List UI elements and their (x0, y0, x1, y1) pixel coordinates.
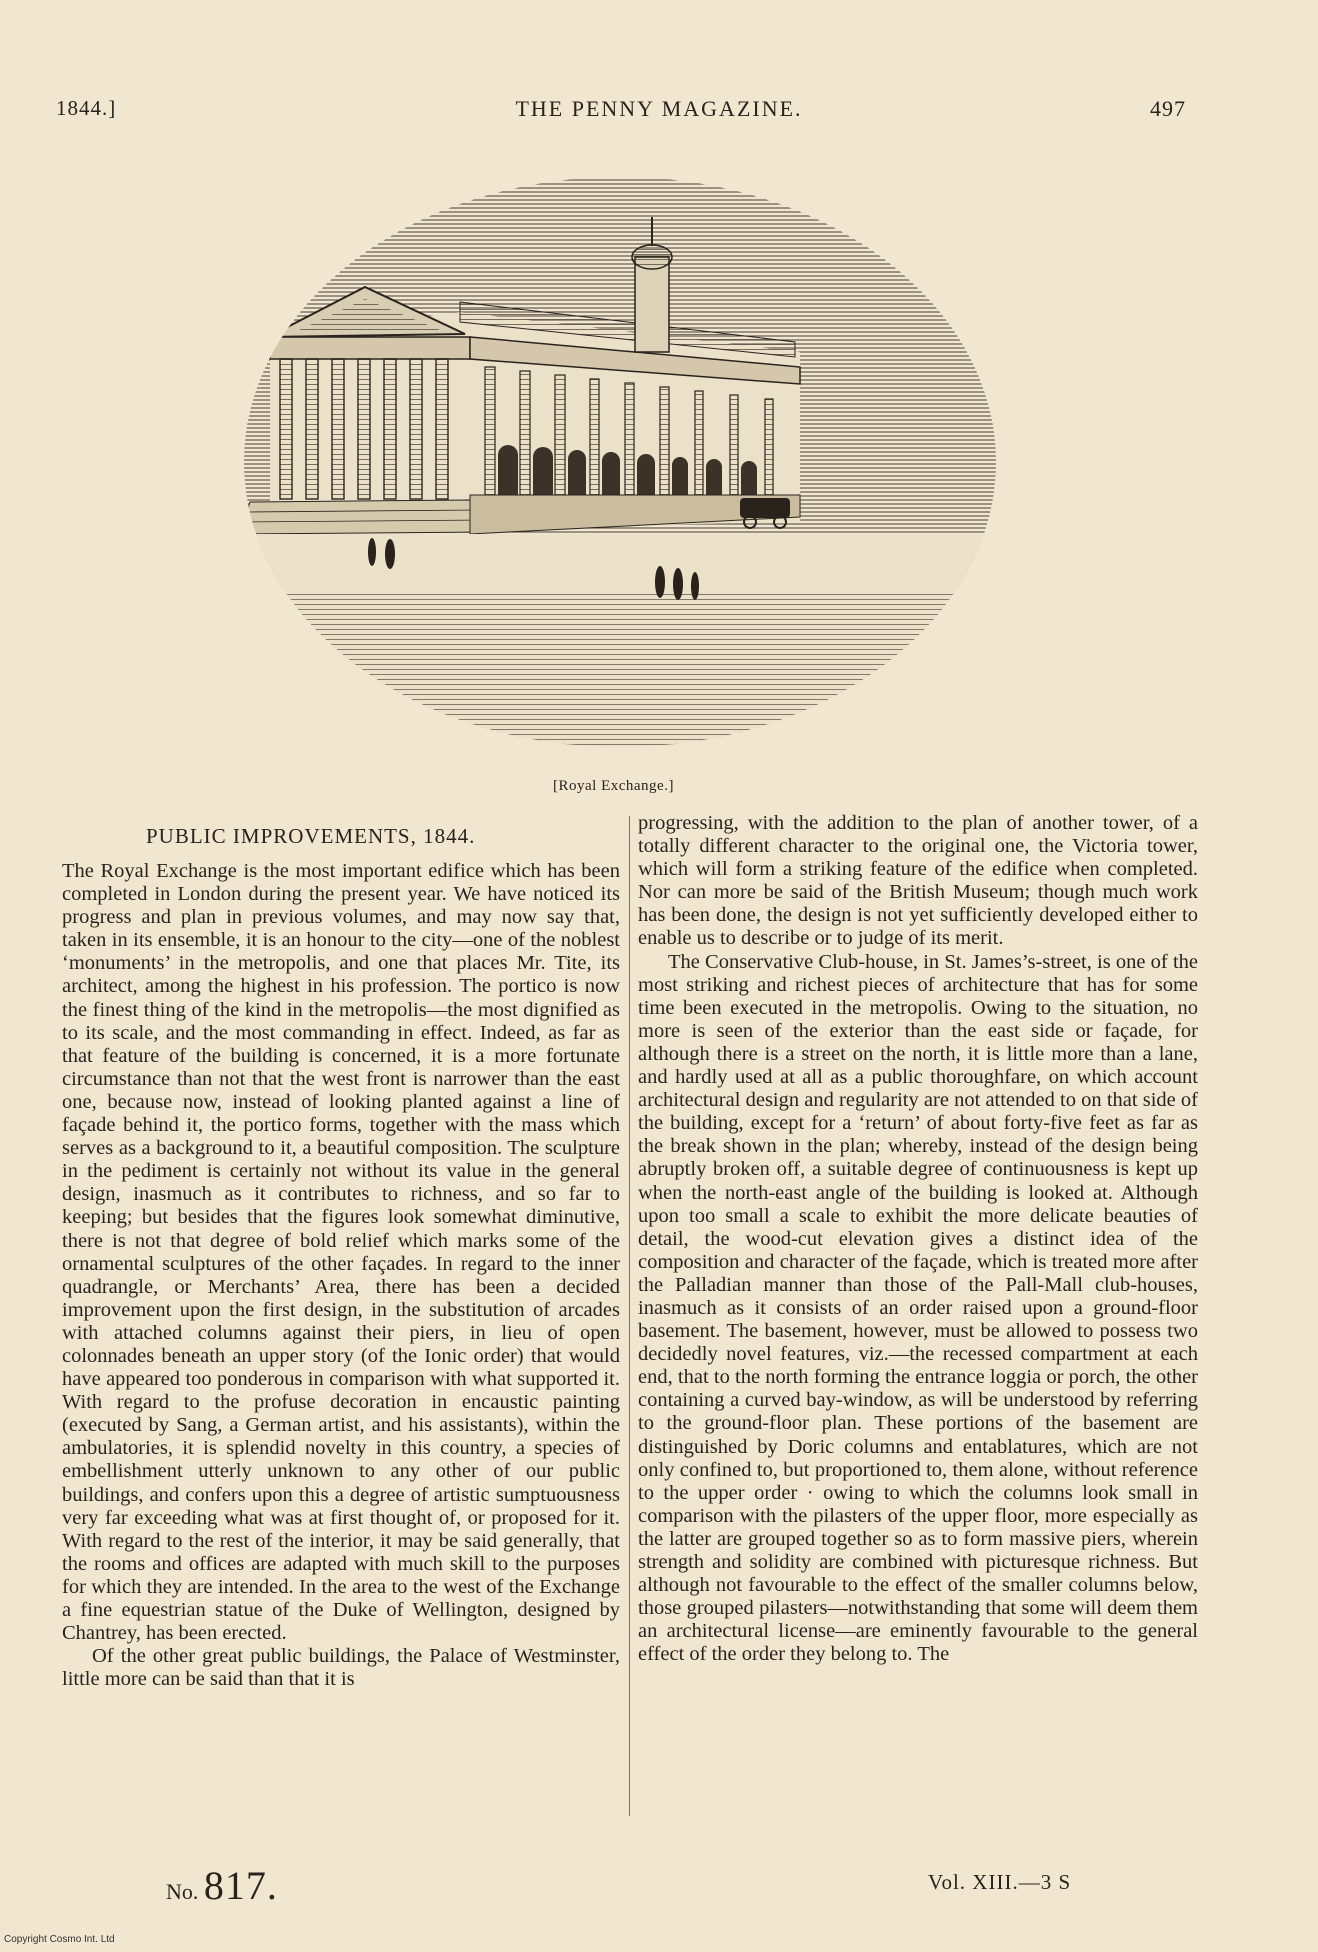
right-column (638, 812, 1198, 1666)
volume-signature: Vol. XIII.—3 S (928, 1870, 1072, 1894)
paragraph: Of the other great public buildings, the Palace of Westminster, little more can be said than that it is (62, 1645, 620, 1691)
header-page-number: 497 (1150, 96, 1186, 121)
paragraph: The Royal Exchange is the most important edifice which has been completed in London during the present year. We have noticed its progress and plan in previous volumes, and may now say that, taken in its ensemble, it is an honour to the city—one of the noblest ‘monuments’ in the metropolis, and one that places Mr. Tite, its architect, among the highest in his profession. The portico is now the finest thing of the kind in the metropolis—the most dignified as to its scale, and the most commanding in effect. Indeed, as far as that feature of the building is concerned, it is a more fortunate circumstance than not that the west front is narrower than the east one, because now, instead of looking planted against a line of façade behind it, the portico forms, together with the mass which serves as a background to it, a beautiful composition. The sculpture in the pediment is certainly not without its value in the general design, inasmuch as it contributes to richness, and so far to keeping; but besides that the figures look somewhat diminutive, there is not that degree of bold relief which marks some of the ornamental sculptures of the other façades. In regard to the inner quadrangle, or Merchants’ Area, there has been a decided improvement upon the first design, in the substitution of arcades with attached columns against their piers, in lieu of open colonnades beneath an upper story (of the Ionic order) that would have appeared too ponderous in comparison with what supported it. With regard to the profuse decoration in encaustic painting (executed by Sang, a German artist, and his assistants), within the ambulatories, it is splendid novelty in this country, a species of embellishment utterly unknown to any other of our public buildings, and confers upon this a degree of artistic sumptuousness very far exceeding what was at first thought of, or proposed for it. With regard to the rest of the interior, it may be said generally, that the rooms and offices are adapted with much skill to the purposes for which they are intended. In the area to the west of the Exchange a fine equestrian statue of the Duke of Wellington, designed by Chantrey, has been erected. (62, 860, 620, 1645)
illustration-caption: [Royal Exchange.] (553, 778, 674, 794)
copyright-watermark: Copyright Cosmo Int. Ltd (4, 1934, 115, 1945)
issue-number (166, 1862, 278, 1909)
left-column (62, 860, 620, 1691)
column-divider (629, 816, 630, 1816)
article-title: PUBLIC IMPROVEMENTS, 1844. (146, 824, 476, 848)
header-title: THE PENNY MAGAZINE. (515, 96, 803, 121)
issue-number-value: 817. (203, 1863, 278, 1908)
royal-exchange-engraving (240, 162, 1000, 762)
issue-number-prefix: No. (166, 1879, 199, 1904)
paragraph: progressing, with the addition to the plan of another tower, of a totally different character to the original one, the Victoria tower, which will form a striking feature of the edifice when completed. Nor can more be said of the British Museum; though much work has been done, the design is not yet sufficiently developed either to enable us to describe or to judge of its merit. (638, 812, 1198, 950)
header-year: 1844.] (56, 96, 117, 120)
paragraph: The Conservative Club-house, in St. James’s-street, is one of the most striking and richest pieces of architecture that has for some time been executed in the metropolis. Owing to the situation, no more is seen of the exterior than the east side or façade, for although there is a street on the north, it is little more than a lane, and hardly used at all as a public thoroughfare, on which account architectural design and regularity are not attended to on that side of the building, except for a ‘return’ of about forty-five feet as far as the break shown in the plan; whereby, instead of the design being abruptly broken off, a suitable degree of continuousness is kept up when the north-east angle of the building is looked at. Although upon too small a scale to exhibit the more delicate beauties of detail, the wood-cut elevation gives a distinct idea of the composition and character of the façade, which is treated more after the Palladian manner than those of the Pall-Mall club-houses, inasmuch as it consists of an order raised upon a ground-floor basement. The basement, however, must be allowed to possess two decidedly novel features, viz.—the recessed compartment at each end, that to the north forming the entrance loggia or porch, the other containing a curved bay-window, as will be understood by referring to the ground-floor plan. These portions of the basement are distinguished by Doric columns and entablatures, which are not only confined to, but proportioned to, them alone, without reference to the upper order · owing to which the columns look small in comparison with the pilasters of the upper floor, more especially as the latter are grouped together so as to form massive piers, wherein strength and solidity are combined with picturesque richness. But although not favourable to the effect of the smaller columns below, those grouped pilasters—notwithstanding that some will deem them an architectural license—are eminently favourable to the general effect of the order they belong to. The (638, 950, 1198, 1666)
